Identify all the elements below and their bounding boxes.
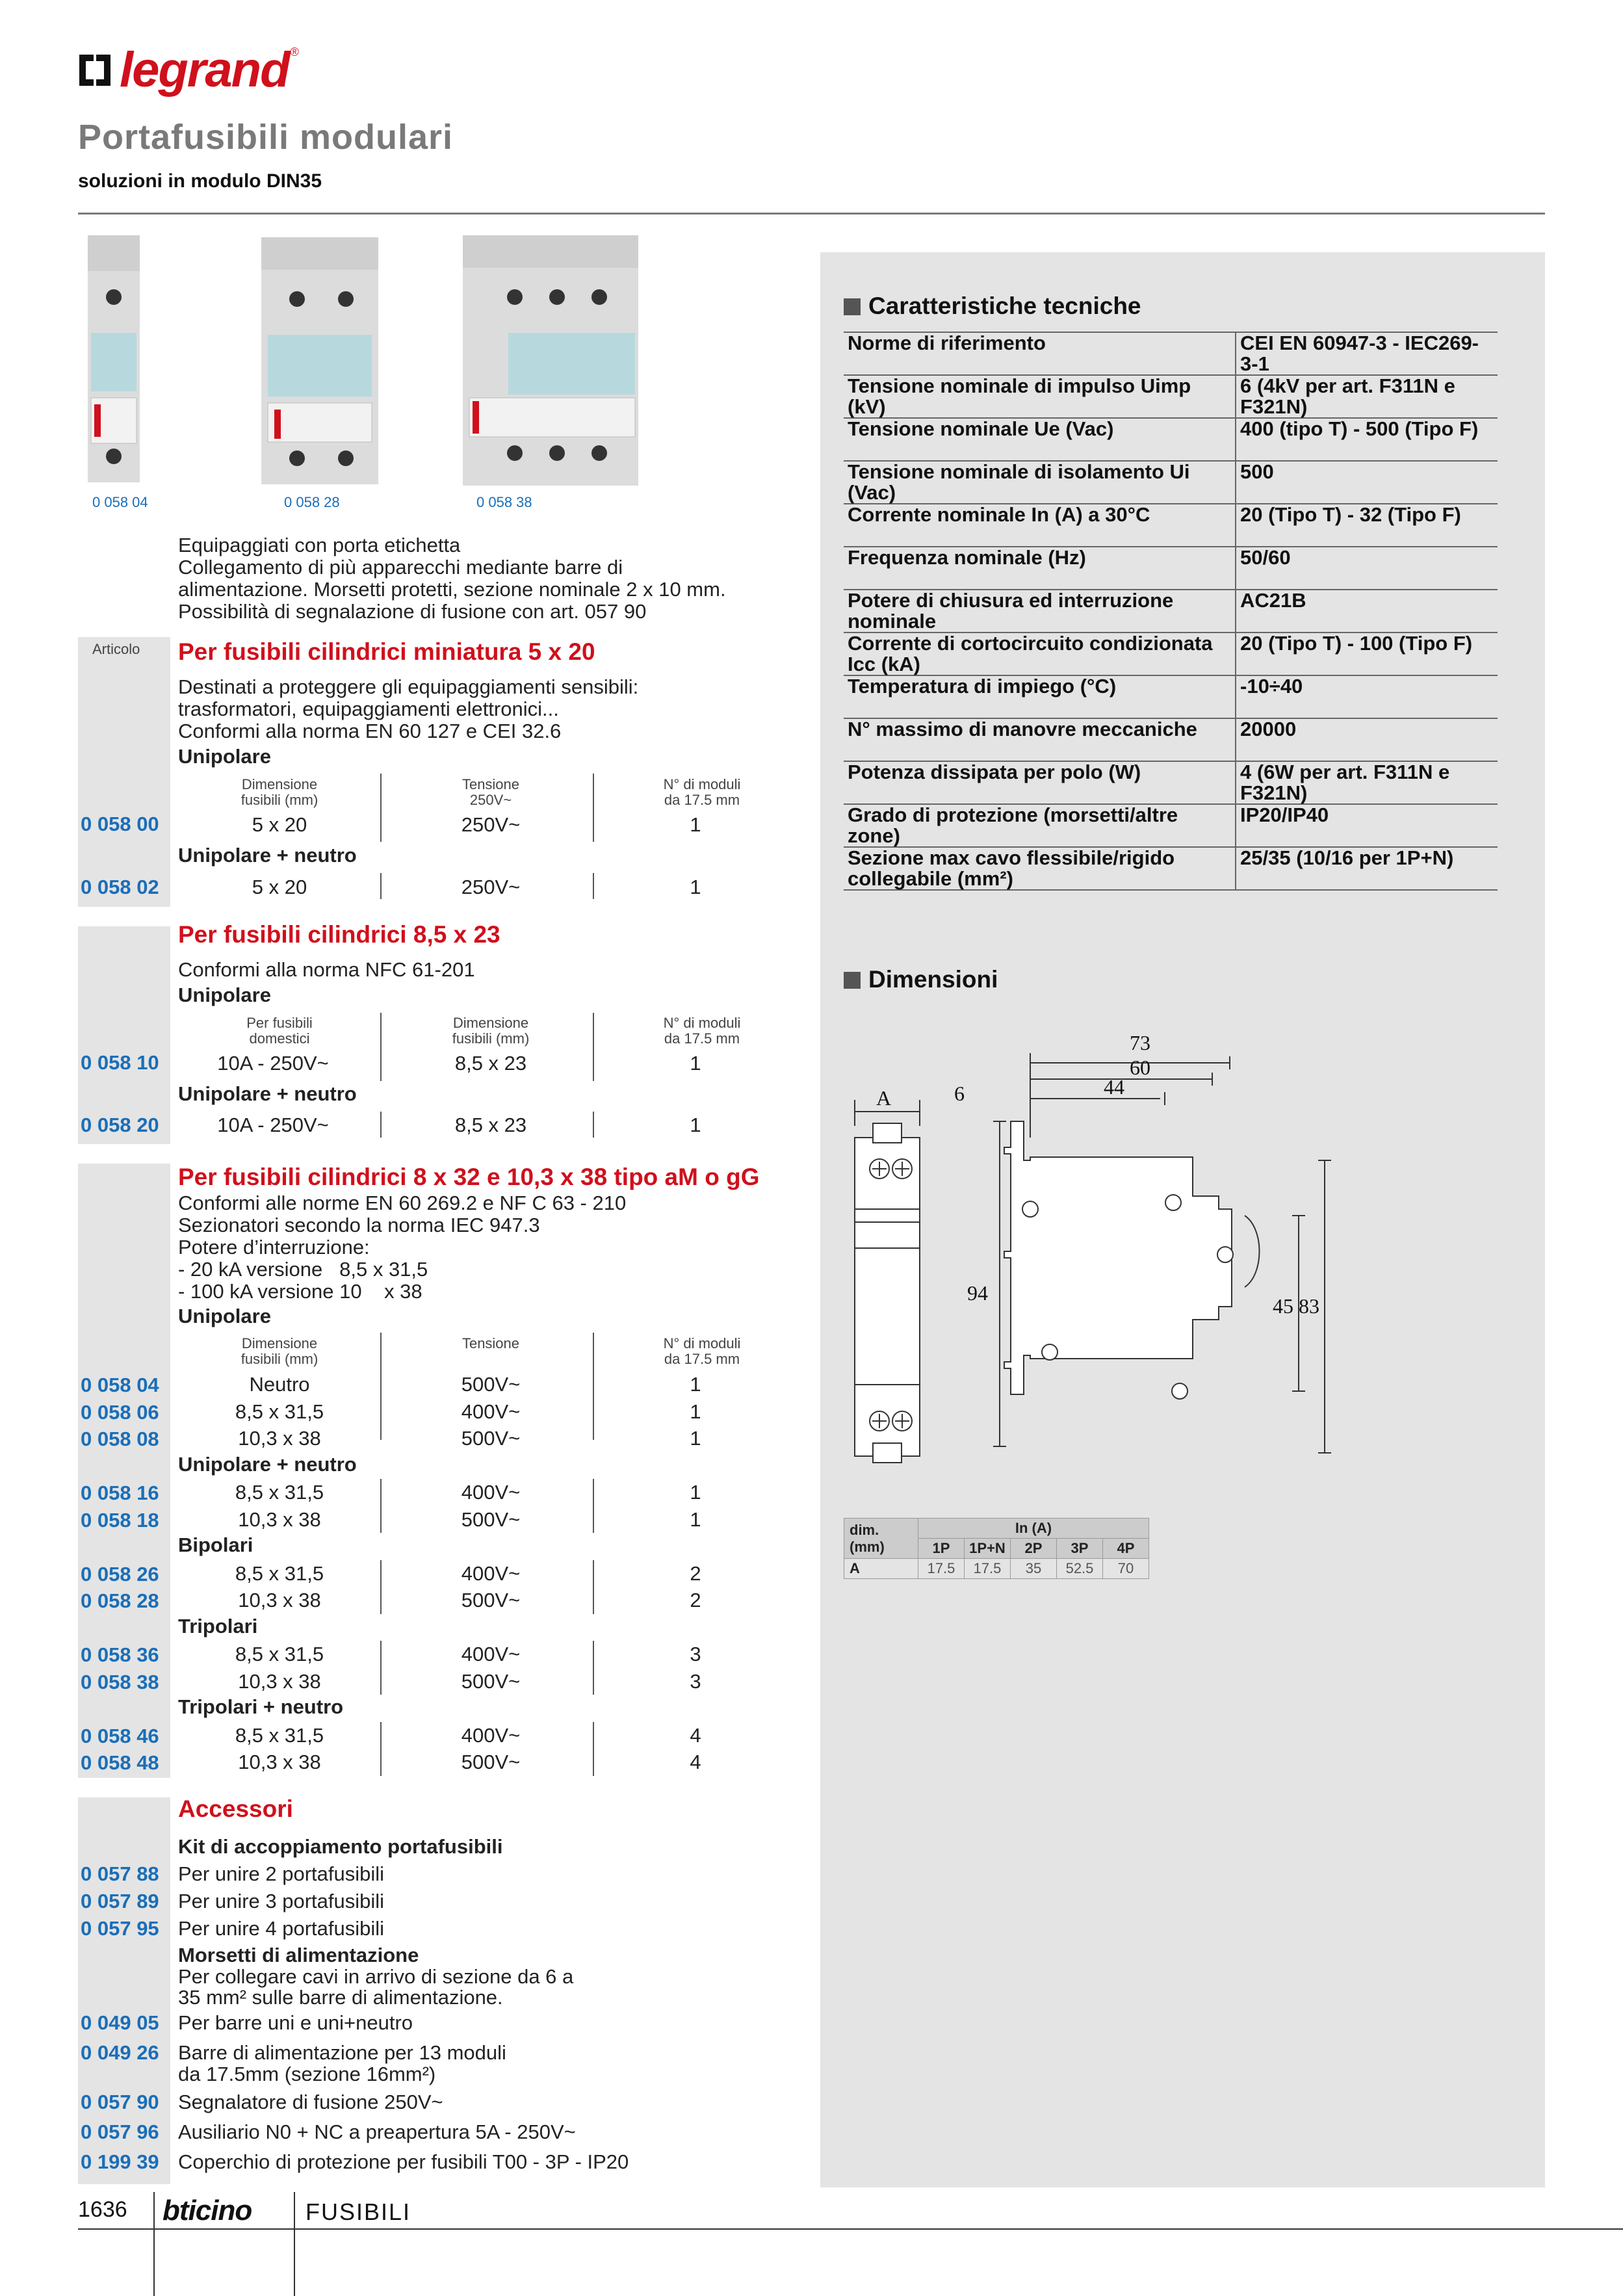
dim-label-83: 83 — [1299, 1294, 1319, 1318]
product-photo-3p — [456, 235, 645, 489]
intro-text: Equipaggiati con porta etichetta Collegamento di più apparecchi mediante barre di alimentazione. Morsetti protetti, sezione nominale 2 x 10 mm. Possibilità di segnalazione di fusione con art. 057 90 — [178, 534, 726, 623]
group-label: Morsetti di alimentazione — [178, 1944, 419, 1966]
cell: 1 — [690, 1052, 701, 1075]
photo-caption: 0 058 28 — [284, 494, 340, 510]
cell: 400V~ — [461, 1723, 521, 1747]
cell: 500V~ — [461, 1589, 521, 1611]
article-code: 0 057 88 — [81, 1862, 159, 1885]
cell: 4 — [690, 1751, 701, 1773]
specs-heading: Caratteristiche tecniche — [844, 293, 1141, 320]
cell: 8,5 x 31,5 — [235, 1481, 324, 1504]
article-code: 0 199 39 — [81, 2150, 159, 2173]
dim-label-a: A — [876, 1086, 892, 1110]
articolo-label: Articolo — [92, 641, 140, 657]
product-photo-1p — [78, 235, 149, 486]
bullet-square-icon — [844, 298, 861, 315]
cell: 3 — [690, 1669, 701, 1693]
dimension-drawing — [844, 1014, 1364, 1485]
spec-label: Potenza dissipata per polo (W) — [844, 761, 1236, 804]
photo-caption: 0 058 38 — [476, 494, 532, 510]
spec-row — [844, 718, 1498, 761]
group-label: Bipolari — [178, 1533, 253, 1556]
legrand-logo — [78, 42, 299, 98]
dim-label-94: 94 — [967, 1281, 988, 1305]
spec-value: -10÷40 — [1236, 675, 1498, 718]
group-label: Unipolare — [178, 984, 271, 1006]
cell: 250V~ — [461, 813, 521, 836]
cell: 5 x 20 — [252, 876, 307, 898]
spec-value: IP20/IP40 — [1236, 804, 1498, 847]
page-number: 1636 — [78, 2197, 127, 2222]
article-code: 0 058 16 — [81, 1481, 159, 1504]
section-desc: Destinati a proteggere gli equipaggiamenti sensibili: trasformatori, equipaggiamenti elettronici... Conformi alla norma EN 60 127 e CEI 32.6 — [178, 675, 639, 742]
col-header: Dimensione fusibili (mm) — [452, 1015, 530, 1047]
spec-label: Corrente nominale In (A) a 30°C — [844, 504, 1236, 547]
page-title: Portafusibili modulari — [78, 118, 454, 157]
col-divider — [593, 1112, 594, 1138]
header-divider — [78, 213, 1545, 215]
spec-value: 20000 — [1236, 718, 1498, 761]
spec-value: 4 (6W per art. F311N e F321N) — [1236, 761, 1498, 804]
code-column-bg — [78, 926, 170, 1144]
col-header: 1P+N — [965, 1539, 1011, 1559]
cell: 17.5 — [965, 1559, 1011, 1579]
cell: 1 — [690, 1427, 701, 1450]
col-header: N° di moduli da 17.5 mm — [663, 776, 741, 808]
accessory-desc: Per collegare cavi in arrivo di sezione da 6 a — [178, 1965, 574, 1988]
article-code: 0 058 08 — [81, 1428, 159, 1450]
col-divider — [593, 1722, 594, 1776]
spec-label: Corrente di cortocircuito condizionata Icc (kA) — [844, 633, 1236, 675]
spec-row — [844, 332, 1498, 375]
brand-name: legrand — [120, 42, 289, 98]
section-title: Per fusibili cilindrici 8 x 32 e 10,3 x 38 tipo aM o gG — [178, 1164, 760, 1190]
cell: 1 — [690, 1507, 701, 1531]
spec-value: AC21B — [1236, 590, 1498, 633]
dim-label-6: 6 — [954, 1082, 965, 1105]
spec-value: 25/35 (10/16 per 1P+N) — [1236, 847, 1498, 890]
cell: 250V~ — [461, 876, 521, 898]
spec-row — [844, 847, 1498, 890]
spec-row — [844, 633, 1498, 675]
cell: 10,3 x 38 — [238, 1751, 321, 1773]
article-code: 0 058 46 — [81, 1724, 159, 1747]
col-header: Tensione 250V~ — [461, 776, 520, 808]
spec-row — [844, 504, 1498, 547]
col-divider — [380, 1112, 382, 1138]
cell: 1 — [690, 813, 701, 836]
accessory-desc: Coperchio di protezione per fusibili T00 - 3P - IP20 — [178, 2150, 629, 2173]
specs-table — [844, 332, 1498, 891]
footer-divider — [294, 2192, 295, 2296]
spec-row — [844, 547, 1498, 590]
cell: 10,3 x 38 — [238, 1589, 321, 1611]
spec-label: Temperatura di impiego (°C) — [844, 675, 1236, 718]
section-title: Accessori — [178, 1795, 293, 1822]
col-divider — [380, 1560, 382, 1614]
spec-label: Sezione max cavo flessibile/rigido collegabile (mm²) — [844, 847, 1236, 890]
accessory-desc: Per unire 3 portafusibili — [178, 1890, 385, 1912]
col-divider — [593, 1479, 594, 1533]
spec-label: Tensione nominale di isolamento Ui (Vac) — [844, 461, 1236, 504]
cell: 500V~ — [461, 1373, 521, 1396]
cell: 10,3 x 38 — [238, 1427, 321, 1450]
spec-label: N° massimo di manovre meccaniche — [844, 718, 1236, 761]
accessory-desc: Per unire 2 portafusibili — [178, 1862, 385, 1885]
col-divider — [593, 774, 594, 842]
spec-value: 6 (4kV per art. F311N e F321N) — [1236, 375, 1498, 418]
spec-row — [844, 590, 1498, 633]
col-header: Dimensione fusibili (mm) — [240, 1335, 318, 1367]
spec-value: 20 (Tipo T) - 32 (Tipo F) — [1236, 504, 1498, 547]
legrand-logo-icon — [78, 53, 112, 87]
spec-row — [844, 804, 1498, 847]
section-desc: Conformi alle norme EN 60 269.2 e NF C 63 - 210 Sezionatori secondo la norma IEC 947.3 Potere d’interruzione: - 20 kA versione 8,5 x 31,5 - 100 kA versione 10 x 38 — [178, 1192, 627, 1303]
section-title: Per fusibili cilindrici miniatura 5 x 20 — [178, 638, 595, 665]
group-label: Unipolare + neutro — [178, 1452, 357, 1476]
cell: 10A - 250V~ — [217, 1052, 329, 1075]
col-header: Tensione — [461, 1335, 520, 1351]
group-label: Kit di accoppiamento portafusibili — [178, 1835, 503, 1858]
spec-value: 20 (Tipo T) - 100 (Tipo F) — [1236, 633, 1498, 675]
article-code: 0 057 95 — [81, 1917, 159, 1940]
article-code: 0 058 38 — [81, 1670, 159, 1693]
dim-header: dim. (mm) — [844, 1519, 918, 1559]
cell: 500V~ — [461, 1427, 521, 1450]
article-code: 0 049 26 — [81, 2041, 159, 2064]
footer-rule — [78, 2228, 1623, 2230]
cell: Neutro — [249, 1373, 310, 1396]
cell: 1 — [690, 1114, 701, 1136]
dim-label-44: 44 — [1104, 1075, 1124, 1099]
col-divider — [380, 774, 382, 842]
cell: 10A - 250V~ — [217, 1114, 329, 1136]
col-header: 2P — [1011, 1539, 1057, 1559]
cell: 500V~ — [461, 1669, 521, 1693]
spec-row — [844, 761, 1498, 804]
col-header: 4P — [1103, 1539, 1149, 1559]
article-code: 0 058 26 — [81, 1562, 159, 1585]
cell: 400V~ — [461, 1561, 521, 1585]
cell: 8,5 x 31,5 — [235, 1400, 324, 1423]
dimension-table — [844, 1518, 1149, 1579]
col-divider — [593, 1641, 594, 1695]
spec-label: Frequenza nominale (Hz) — [844, 547, 1236, 590]
dim-label-73: 73 — [1130, 1031, 1150, 1054]
footer-divider — [153, 2192, 155, 2296]
cell: 400V~ — [461, 1400, 521, 1423]
accessory-desc: Segnalatore di fusione 250V~ — [178, 2091, 443, 2113]
cell: 500V~ — [461, 1751, 521, 1773]
spec-row — [844, 375, 1498, 418]
cell: 2 — [690, 1589, 701, 1611]
cell: 3 — [690, 1643, 701, 1665]
spec-label: Tensione nominale Ue (Vac) — [844, 418, 1236, 461]
footer-brand: bticino — [162, 2195, 252, 2226]
col-divider — [380, 1722, 382, 1776]
bullet-square-icon — [844, 972, 861, 989]
cell: 400V~ — [461, 1481, 521, 1504]
col-header: 3P — [1057, 1539, 1103, 1559]
col-divider — [593, 1333, 594, 1440]
article-code: 0 058 02 — [81, 876, 159, 898]
article-code: 0 049 05 — [81, 2011, 159, 2034]
cell: 8,5 x 31,5 — [235, 1723, 324, 1747]
accessory-desc: da 17.5mm (sezione 16mm²) — [178, 2063, 436, 2085]
accessory-desc: Barre di alimentazione per 13 moduli — [178, 2041, 506, 2064]
cell: 52.5 — [1057, 1559, 1103, 1579]
cell: 17.5 — [918, 1559, 965, 1579]
code-column-bg — [78, 660, 170, 907]
cell: 8,5 x 31,5 — [235, 1561, 324, 1585]
cell: 8,5 x 23 — [454, 1052, 527, 1075]
col-header: Dimensione fusibili (mm) — [240, 776, 318, 808]
group-label: Tripolari + neutro — [178, 1695, 344, 1718]
cell: 70 — [1103, 1559, 1149, 1579]
article-code: 0 058 06 — [81, 1400, 159, 1424]
article-code: 0 058 48 — [81, 1751, 159, 1774]
article-code: 0 058 18 — [81, 1508, 159, 1532]
row-label: A — [844, 1559, 918, 1579]
cell: 1 — [690, 1481, 701, 1504]
dim-label-45: 45 — [1273, 1294, 1293, 1318]
article-code: 0 057 89 — [81, 1890, 159, 1912]
spec-label: Tensione nominale di impulso Uimp (kV) — [844, 375, 1236, 418]
spec-value: 400 (tipo T) - 500 (Tipo F) — [1236, 418, 1498, 461]
group-label: Unipolare — [178, 745, 271, 768]
section-title: Per fusibili cilindrici 8,5 x 23 — [178, 921, 500, 948]
col-divider — [380, 1479, 382, 1533]
article-code: 0 057 96 — [81, 2120, 159, 2143]
group-label: Tripolari — [178, 1614, 258, 1637]
accessory-desc: Per unire 4 portafusibili — [178, 1917, 385, 1940]
accessory-desc: Ausiliario N0 + NC a preapertura 5A - 250V~ — [178, 2120, 576, 2143]
article-code: 0 058 20 — [81, 1114, 159, 1136]
cell: 500V~ — [461, 1507, 521, 1531]
footer-section: FUSIBILI — [305, 2198, 411, 2225]
group-label: Unipolare — [178, 1305, 271, 1327]
spec-label: Potere di chiusura ed interruzione nominale — [844, 590, 1236, 633]
article-code: 0 057 90 — [81, 2091, 159, 2113]
dimensions-heading: Dimensioni — [844, 966, 998, 993]
cell: 10,3 x 38 — [238, 1507, 321, 1531]
cell: 1 — [690, 1400, 701, 1423]
spec-value: 50/60 — [1236, 547, 1498, 590]
col-header: Per fusibili domestici — [246, 1015, 313, 1047]
col-divider — [593, 873, 594, 899]
product-photo-2p — [255, 231, 385, 488]
accessory-desc: Per barre uni e uni+neutro — [178, 2011, 413, 2034]
spec-row — [844, 461, 1498, 504]
cell: 35 — [1011, 1559, 1057, 1579]
dim-label-60: 60 — [1130, 1056, 1150, 1079]
article-code: 0 058 28 — [81, 1589, 159, 1612]
col-header: N° di moduli da 17.5 mm — [663, 1335, 741, 1367]
article-code: 0 058 04 — [81, 1374, 159, 1396]
col-divider — [593, 1013, 594, 1081]
cell: 5 x 20 — [252, 813, 307, 836]
col-divider — [380, 1013, 382, 1081]
cell: 1 — [690, 1373, 701, 1396]
article-code: 0 058 00 — [81, 813, 159, 835]
cell: 8,5 x 31,5 — [235, 1643, 324, 1665]
spec-label: Grado di protezione (morsetti/altre zone) — [844, 804, 1236, 847]
cell: 2 — [690, 1561, 701, 1585]
cell: 400V~ — [461, 1643, 521, 1665]
cell: 1 — [690, 876, 701, 898]
col-divider — [380, 873, 382, 899]
spec-value: CEI EN 60947-3 - IEC269-3-1 — [1236, 332, 1498, 375]
page-subtitle: soluzioni in modulo DIN35 — [78, 170, 322, 192]
cell: 8,5 x 23 — [454, 1114, 527, 1136]
article-code: 0 058 10 — [81, 1051, 159, 1074]
group-label: Unipolare + neutro — [178, 844, 357, 867]
col-divider — [380, 1333, 382, 1440]
cell: 4 — [690, 1723, 701, 1747]
col-divider — [380, 1641, 382, 1695]
accessory-desc: 35 mm² sulle barre di alimentazione. — [178, 1986, 503, 2009]
group-label: Unipolare + neutro — [178, 1082, 357, 1105]
photo-caption: 0 058 04 — [92, 494, 148, 510]
article-code: 0 058 36 — [81, 1643, 159, 1666]
spec-value: 500 — [1236, 461, 1498, 504]
spec-label: Norme di riferimento — [844, 332, 1236, 375]
cell: 10,3 x 38 — [238, 1669, 321, 1693]
brand-registered: ® — [290, 46, 299, 59]
col-header: N° di moduli da 17.5 mm — [663, 1015, 741, 1047]
col-divider — [593, 1560, 594, 1614]
spec-row — [844, 675, 1498, 718]
spec-row — [844, 418, 1498, 461]
section-desc: Conformi alla norma NFC 61-201 — [178, 958, 475, 981]
col-header: 1P — [918, 1539, 965, 1559]
in-header: In (A) — [918, 1519, 1149, 1539]
